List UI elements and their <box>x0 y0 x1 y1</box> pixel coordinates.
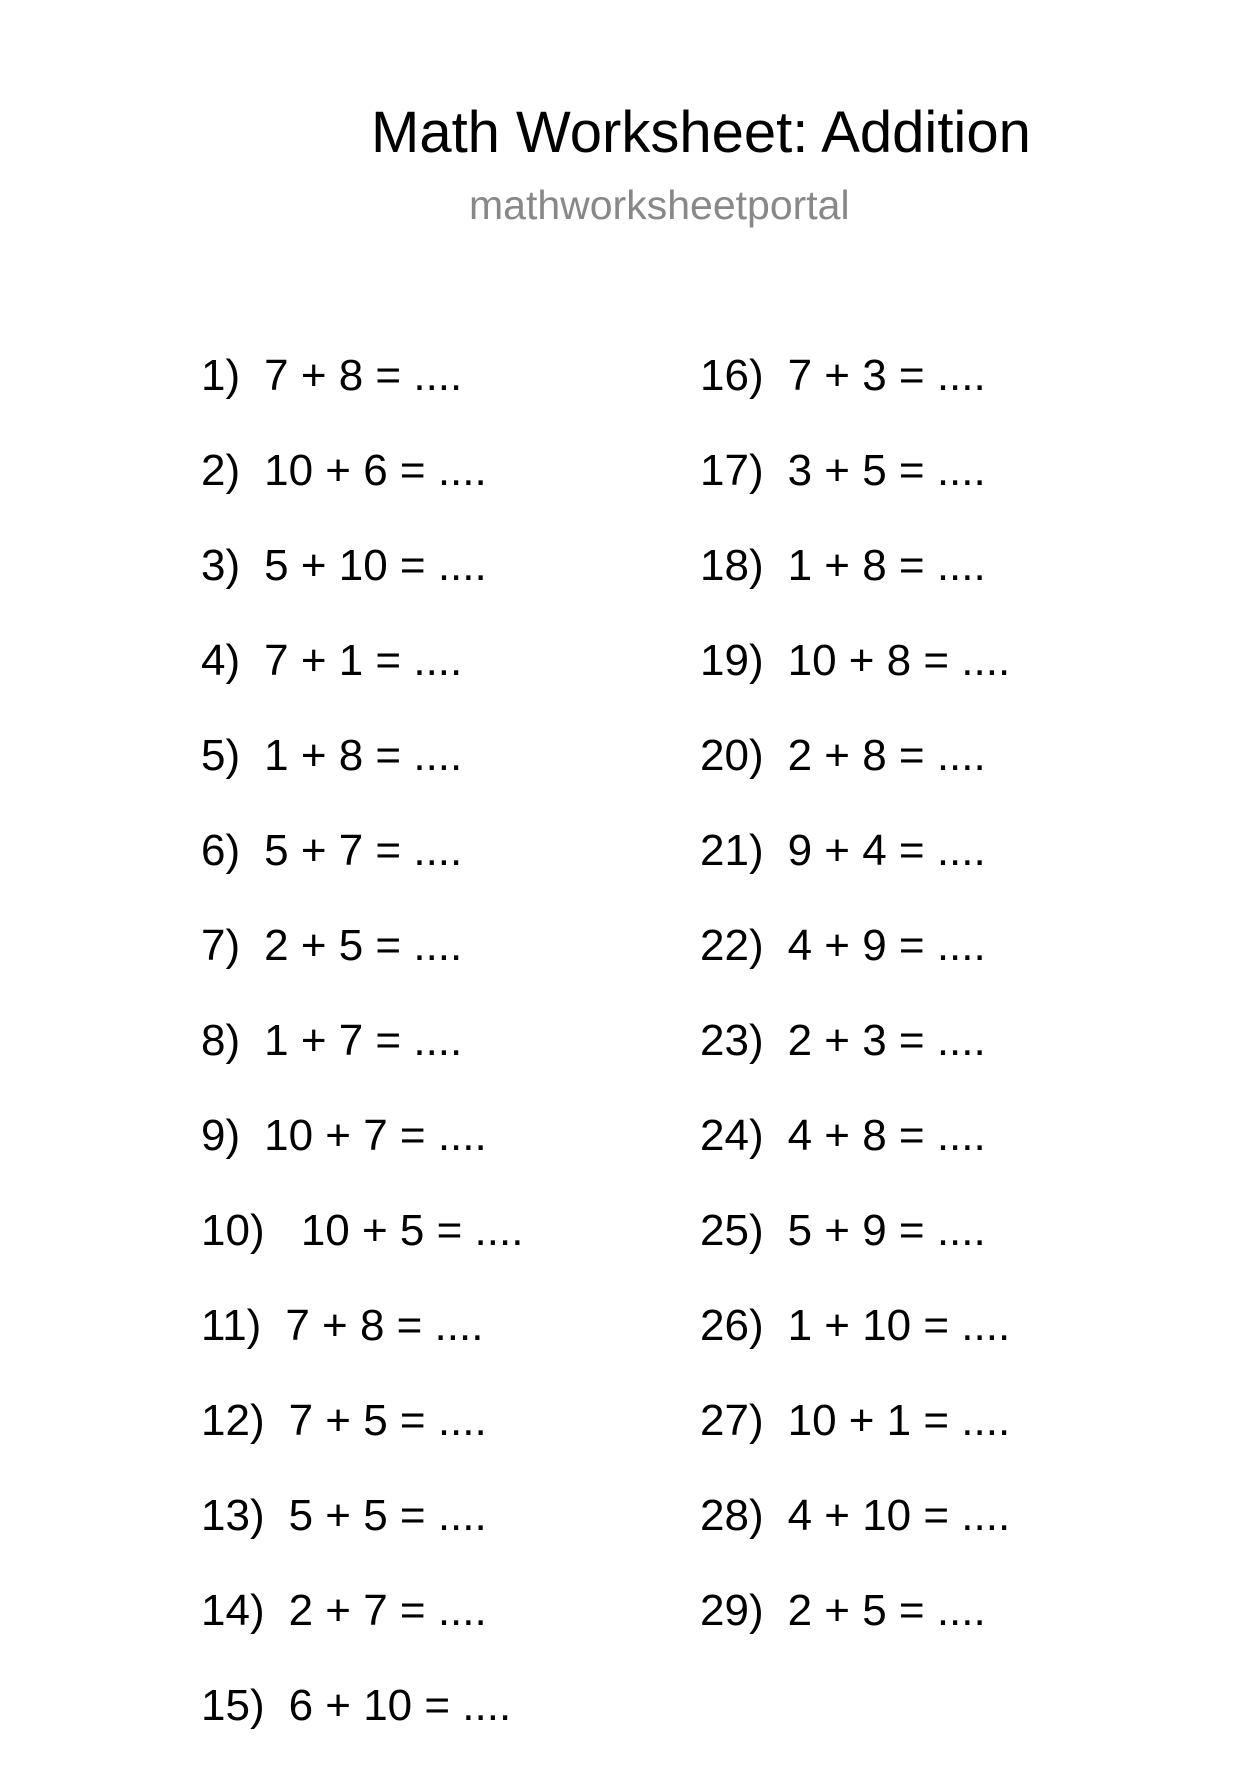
problem-expression: 5 + 10 = .... <box>264 541 487 590</box>
problem-item <box>201 1486 523 1581</box>
problem-expression: 6 + 10 = .... <box>288 1681 512 1730</box>
problem-number: 15) <box>201 1681 265 1730</box>
problem-expression: 2 + 5 = .... <box>264 921 463 970</box>
problem-item <box>700 1011 1010 1106</box>
problem-number: 19) <box>700 636 764 685</box>
problem-expression: 7 + 3 = .... <box>787 351 986 400</box>
problem-number: 16) <box>700 351 764 400</box>
problem-expression: 2 + 3 = .... <box>787 1016 986 1065</box>
problem-expression: 4 + 8 = .... <box>787 1111 986 1160</box>
problem-expression: 2 + 8 = .... <box>787 731 986 780</box>
problem-expression: 2 + 7 = .... <box>288 1586 487 1635</box>
problem-expression: 1 + 8 = .... <box>264 731 463 780</box>
problem-number: 4) <box>201 636 241 685</box>
problem-number: 22) <box>700 921 764 970</box>
problem-number: 8) <box>201 1016 241 1065</box>
problem-item <box>201 1106 523 1201</box>
problem-item <box>700 726 1010 821</box>
problem-number: 29) <box>700 1586 764 1635</box>
problem-item <box>700 821 1010 916</box>
problem-number: 5) <box>201 731 241 780</box>
problem-expression: 3 + 5 = .... <box>787 446 986 495</box>
problem-item <box>700 1296 1010 1391</box>
problem-number: 9) <box>201 1111 241 1160</box>
problem-number: 12) <box>201 1396 265 1445</box>
problem-number: 2) <box>201 446 241 495</box>
problem-number: 21) <box>700 826 764 875</box>
problem-expression: 7 + 5 = .... <box>288 1396 487 1445</box>
problem-expression: 1 + 10 = .... <box>787 1301 1011 1350</box>
problem-item <box>201 821 523 916</box>
problem-expression: 5 + 5 = .... <box>288 1491 487 1540</box>
problem-number: 3) <box>201 541 241 590</box>
problem-item <box>700 1201 1010 1296</box>
problem-item <box>201 631 523 726</box>
worksheet-title: Math Worksheet: Addition <box>371 100 1031 165</box>
problem-expression: 10 + 8 = .... <box>787 636 1011 685</box>
problem-item <box>700 631 1010 726</box>
problem-item <box>201 1581 523 1676</box>
problem-number: 25) <box>700 1206 764 1255</box>
problem-item <box>201 1676 523 1771</box>
problem-expression: 5 + 9 = .... <box>787 1206 986 1255</box>
problem-expression: 7 + 8 = .... <box>285 1301 484 1350</box>
problem-number: 1) <box>201 351 241 400</box>
problem-expression: 9 + 4 = .... <box>787 826 986 875</box>
problem-number: 27) <box>700 1396 764 1445</box>
problem-number: 28) <box>700 1491 764 1540</box>
problem-item <box>201 1201 523 1296</box>
problem-item <box>201 536 523 631</box>
problems-left-column <box>201 346 523 1771</box>
problem-number: 17) <box>700 446 764 495</box>
problem-number: 18) <box>700 541 764 590</box>
problem-item <box>700 1106 1010 1201</box>
problem-item <box>201 441 523 536</box>
problem-item <box>700 1391 1010 1486</box>
problem-number: 26) <box>700 1301 764 1350</box>
problem-number: 24) <box>700 1111 764 1160</box>
problem-item <box>700 441 1010 536</box>
problem-item <box>201 916 523 1011</box>
problem-expression: 10 + 6 = .... <box>264 446 487 495</box>
problem-expression: 10 + 5 = .... <box>288 1206 524 1255</box>
problem-number: 23) <box>700 1016 764 1065</box>
problem-number: 6) <box>201 826 241 875</box>
problem-item <box>201 1011 523 1106</box>
problem-item <box>700 916 1010 1011</box>
problem-expression: 7 + 1 = .... <box>264 636 463 685</box>
problem-number: 14) <box>201 1586 265 1635</box>
worksheet-source: mathworksheetportal <box>469 182 850 228</box>
problems-right-column <box>700 346 1010 1676</box>
problem-item <box>201 726 523 821</box>
problem-number: 10) <box>201 1206 265 1255</box>
problem-expression: 10 + 7 = .... <box>264 1111 487 1160</box>
problem-number: 11) <box>201 1301 262 1350</box>
problem-expression: 1 + 8 = .... <box>787 541 986 590</box>
problem-expression: 10 + 1 = .... <box>787 1396 1011 1445</box>
problem-number: 13) <box>201 1491 265 1540</box>
problem-item <box>700 1581 1010 1676</box>
problem-expression: 1 + 7 = .... <box>264 1016 463 1065</box>
problem-number: 20) <box>700 731 764 780</box>
problem-expression: 2 + 5 = .... <box>787 1586 986 1635</box>
problem-expression: 4 + 10 = .... <box>787 1491 1011 1540</box>
problem-item <box>201 346 523 441</box>
problem-item <box>201 1391 523 1486</box>
problem-item <box>700 1486 1010 1581</box>
problem-expression: 4 + 9 = .... <box>787 921 986 970</box>
problem-item <box>700 346 1010 441</box>
problem-number: 7) <box>201 921 241 970</box>
problem-expression: 5 + 7 = .... <box>264 826 463 875</box>
problem-item <box>700 536 1010 631</box>
problem-expression: 7 + 8 = .... <box>264 351 463 400</box>
problem-item <box>201 1296 523 1391</box>
